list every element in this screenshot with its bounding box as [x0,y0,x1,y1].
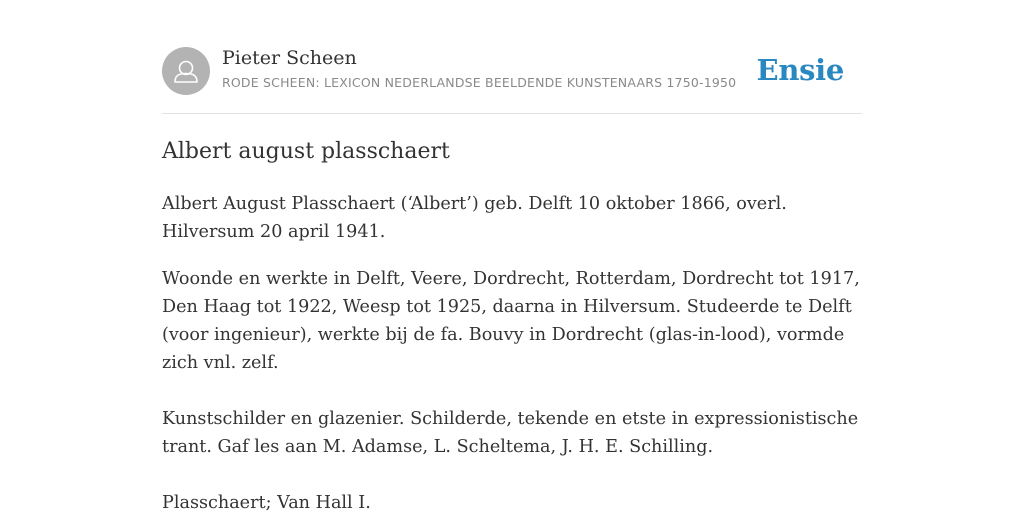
ensie-logo[interactable]: Ensie [756,53,844,87]
source-title[interactable]: RODE SCHEEN: LEXICON NEDERLANDSE BEELDENDE KUNSTENAARS 1750-1950 [222,75,737,90]
header-divider [162,113,862,114]
page-title: Albert august plasschaert [162,139,450,164]
article-header [162,46,862,96]
paragraph-residence: Woonde en werkte in Delft, Veere, Dordrecht, Rotterdam, Dordrecht tot 1917, Den Haag tot 1922, Weesp tot 1925, daarna in Hilversum. Studeerde te Delft (voor ingenieur), werkte bij de fa. Bouvy in Dordrecht (glas-in-lood), vormde zich vnl. zelf. [162,269,860,373]
paragraph-sources: Plasschaert; Van Hall I. [162,493,371,512]
user-avatar-icon[interactable] [162,47,210,95]
paragraph-biography: Albert August Plasschaert (‘Albert’) geb. Delft 10 oktober 1866, overl. Hilversum 20 april 1941. [162,194,787,242]
author-name[interactable]: Pieter Scheen [222,47,357,69]
paragraph-career: Kunstschilder en glazenier. Schilderde, tekende en etste in expressionistische trant. Gaf les aan M. Adamse, L. Scheltema, J. H. E. Schilling. [162,409,859,457]
